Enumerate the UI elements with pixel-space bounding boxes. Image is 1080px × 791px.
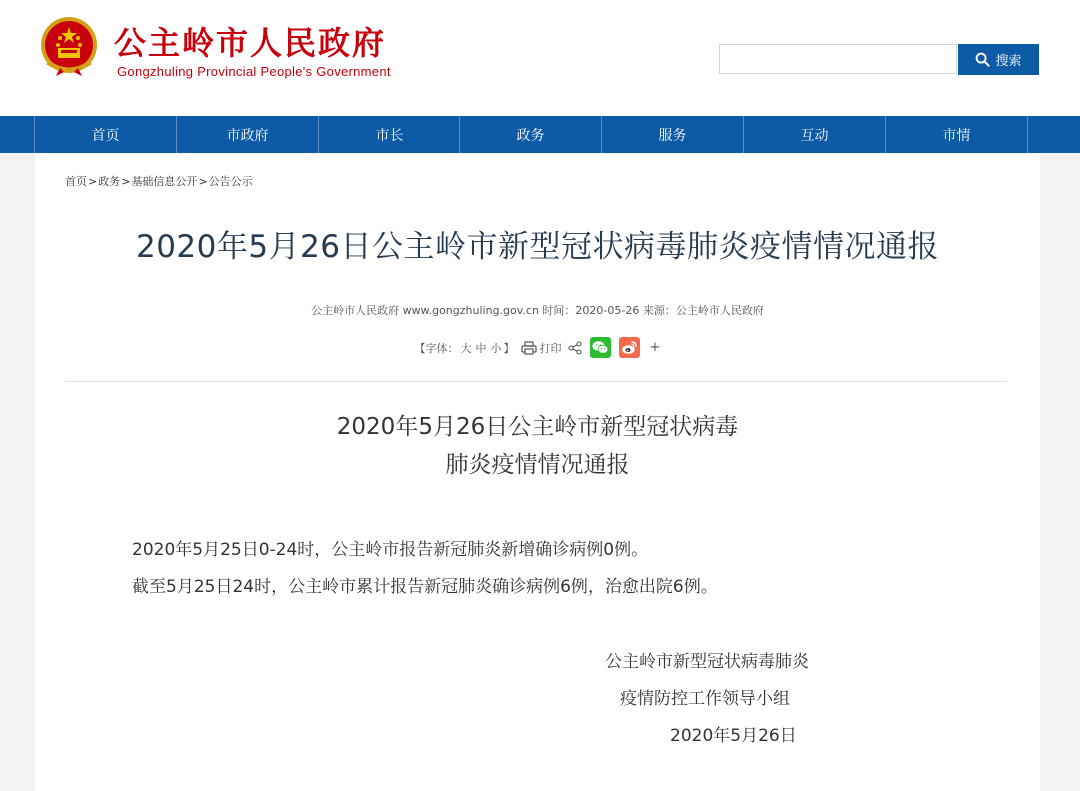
search-button[interactable] xyxy=(958,44,1039,75)
nav-item-city-government[interactable]: 市政府 xyxy=(226,127,269,144)
font-size-suffix: 】 xyxy=(503,341,515,355)
font-size-medium[interactable]: 中 xyxy=(475,341,487,355)
signature-line: 公主岭市新型冠状病毒肺炎 xyxy=(605,652,809,672)
signature-line: 疫情防控工作领导小组 xyxy=(620,689,790,709)
breadcrumb-home[interactable]: 首页 xyxy=(65,175,87,188)
nav-separator xyxy=(1027,116,1028,153)
article-title: 2020年5月26日公主岭市新型冠状病毒肺炎疫情情况通报 xyxy=(135,229,940,265)
body-title-line: 肺炎疫情情况通报 xyxy=(445,452,630,478)
share-button[interactable] xyxy=(568,341,582,355)
paragraph: 2020年5月25日0-24时，公主岭市报告新冠肺炎新增确诊病例0例。 xyxy=(132,540,649,560)
font-size-prefix: 【字体： xyxy=(414,341,459,355)
national-emblem-icon xyxy=(36,14,102,80)
breadcrumb-government-affairs[interactable]: 政务 xyxy=(98,175,121,188)
search-icon xyxy=(975,52,990,67)
body-title xyxy=(35,408,1040,484)
nav-item-interaction[interactable]: 互动 xyxy=(800,127,829,144)
breadcrumb-announcements[interactable]: 公告公示 xyxy=(208,175,253,188)
nav-item-mayor[interactable]: 市长 xyxy=(375,127,404,144)
article-tools xyxy=(35,337,1040,358)
wechat-icon xyxy=(592,340,609,355)
print-label: 打印 xyxy=(539,341,562,355)
site-subtitle: Gongzhuling Provincial People's Government xyxy=(117,64,391,79)
breadcrumb-separator: > xyxy=(198,175,208,188)
breadcrumb-separator: > xyxy=(88,175,98,188)
wechat-share-button[interactable] xyxy=(590,337,611,358)
nav-item-city-info[interactable]: 市情 xyxy=(942,127,971,144)
more-share-button[interactable]: + xyxy=(649,340,661,355)
site-title[interactable]: 公主岭市人民政府 xyxy=(114,24,387,62)
share-icon xyxy=(568,341,582,355)
search-input[interactable] xyxy=(719,44,957,74)
weibo-icon xyxy=(621,340,638,355)
nav-item-home[interactable]: 首页 xyxy=(91,127,120,144)
font-size-control xyxy=(415,340,515,356)
header xyxy=(0,0,1080,116)
body-title-line: 2020年5月26日公主岭市新型冠状病毒 xyxy=(336,414,739,440)
print-icon xyxy=(521,341,537,355)
breadcrumb-separator: > xyxy=(121,175,131,188)
nav-item-government-affairs[interactable]: 政务 xyxy=(516,127,545,144)
weibo-share-button[interactable] xyxy=(619,337,640,358)
signature-date: 2020年5月26日 xyxy=(670,726,797,746)
article-container xyxy=(35,153,1040,791)
search-button-label: 搜索 xyxy=(995,53,1022,68)
breadcrumb-basic-info[interactable]: 基础信息公开 xyxy=(131,175,198,188)
breadcrumb xyxy=(65,173,253,189)
article-meta: 公主岭市人民政府 www.gongzhuling.gov.cn 时间：2020-05-26 来源：公主岭市人民政府 xyxy=(311,304,764,317)
print-button[interactable] xyxy=(521,340,562,356)
font-size-large[interactable]: 大 xyxy=(460,341,472,355)
font-size-small[interactable]: 小 xyxy=(490,341,502,355)
divider xyxy=(65,381,1007,382)
nav-item-services[interactable]: 服务 xyxy=(658,127,687,144)
paragraph: 截至5月25日24时，公主岭市累计报告新冠肺炎确诊病例6例，治愈出院6例。 xyxy=(132,577,718,597)
main-nav xyxy=(0,116,1080,153)
